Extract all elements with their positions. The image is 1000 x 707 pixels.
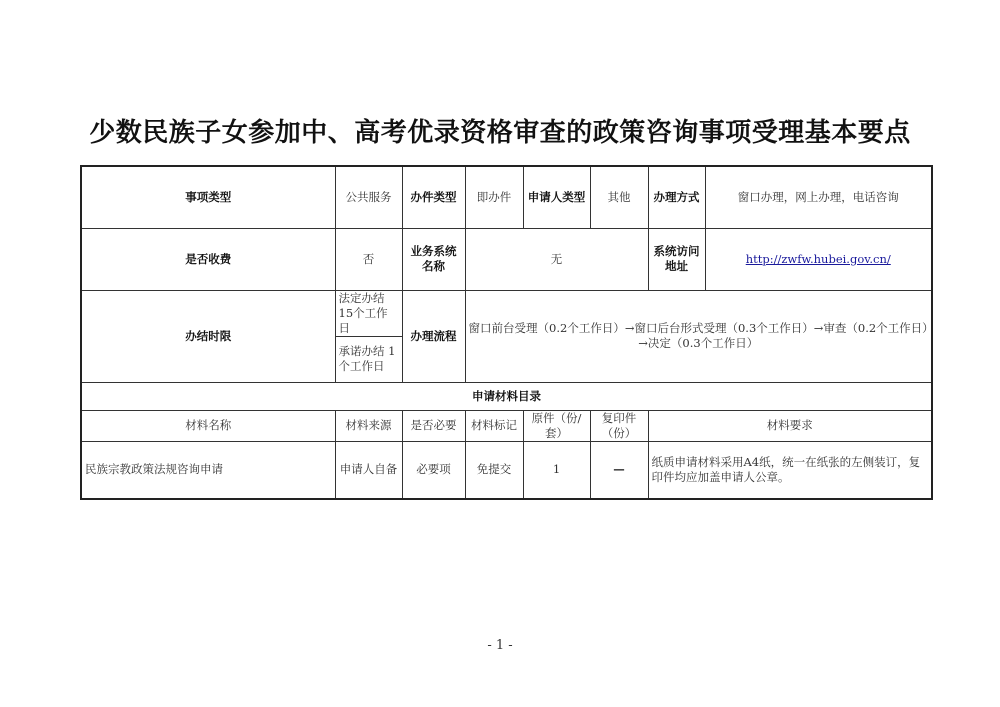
- applicant-type-value: 其他: [590, 166, 648, 228]
- col-header-original: 原件（份/套）: [523, 410, 590, 441]
- system-url-link[interactable]: http://zwfw.hubei.gov.cn/: [745, 251, 891, 266]
- material-mark: 免提交: [465, 441, 523, 499]
- material-required: 必要项: [402, 441, 465, 499]
- system-name-value: 无: [465, 228, 648, 290]
- process-label: 办理流程: [402, 290, 465, 382]
- fee-value: 否: [335, 228, 402, 290]
- material-requirement: 纸质申请材料采用A4纸，统一在纸张的左侧装订，复印件均应加盖申请人公章。: [648, 441, 932, 499]
- row-deadline-legal: [81, 290, 932, 336]
- system-url-cell: [705, 228, 932, 290]
- legal-deadline: 法定办结15个工作日: [335, 290, 402, 336]
- col-header-copy: 复印件（份）: [590, 410, 648, 441]
- item-type-value: 公共服务: [335, 166, 402, 228]
- col-header-source: 材料来源: [335, 410, 402, 441]
- process-value: 窗口前台受理（0.2个工作日）→窗口后台形式受理（0.3个工作日）→审查（0.2个工作日）→决定（0.3个工作日）: [465, 290, 932, 382]
- handle-method-value: 窗口办理，网上办理，电话咨询: [705, 166, 932, 228]
- handle-method-label: 办理方式: [648, 166, 705, 228]
- material-source: 申请人自备: [335, 441, 402, 499]
- applicant-type-label: 申请人类型: [523, 166, 590, 228]
- handle-type-label: 办件类型: [402, 166, 465, 228]
- material-copy: —: [590, 441, 648, 499]
- system-url-label: 系统访问地址: [648, 228, 705, 290]
- handle-type-value: 即办件: [465, 166, 523, 228]
- row-item-type: [81, 166, 932, 228]
- col-header-required: 是否必要: [402, 410, 465, 441]
- col-header-mark: 材料标记: [465, 410, 523, 441]
- item-type-label: 事项类型: [81, 166, 335, 228]
- deadline-label: 办结时限: [81, 290, 335, 382]
- system-name-label: 业务系统名称: [402, 228, 465, 290]
- promised-deadline: 承诺办结 1 个工作日: [335, 336, 402, 382]
- page-title: 少数民族子女参加中、高考优录资格审查的政策咨询事项受理基本要点: [89, 118, 911, 148]
- materials-header-row: [81, 410, 932, 441]
- material-name: 民族宗教政策法规咨询申请: [81, 441, 335, 499]
- col-header-requirement: 材料要求: [648, 410, 932, 441]
- fee-label: 是否收费: [81, 228, 335, 290]
- col-header-name: 材料名称: [81, 410, 335, 441]
- page-number: - 1 -: [487, 638, 513, 653]
- materials-heading-row: [81, 382, 932, 410]
- table-row: [81, 441, 932, 499]
- service-info-table: [80, 165, 933, 500]
- materials-heading: 申请材料目录: [81, 382, 932, 410]
- row-fee: [81, 228, 932, 290]
- material-original: 1: [523, 441, 590, 499]
